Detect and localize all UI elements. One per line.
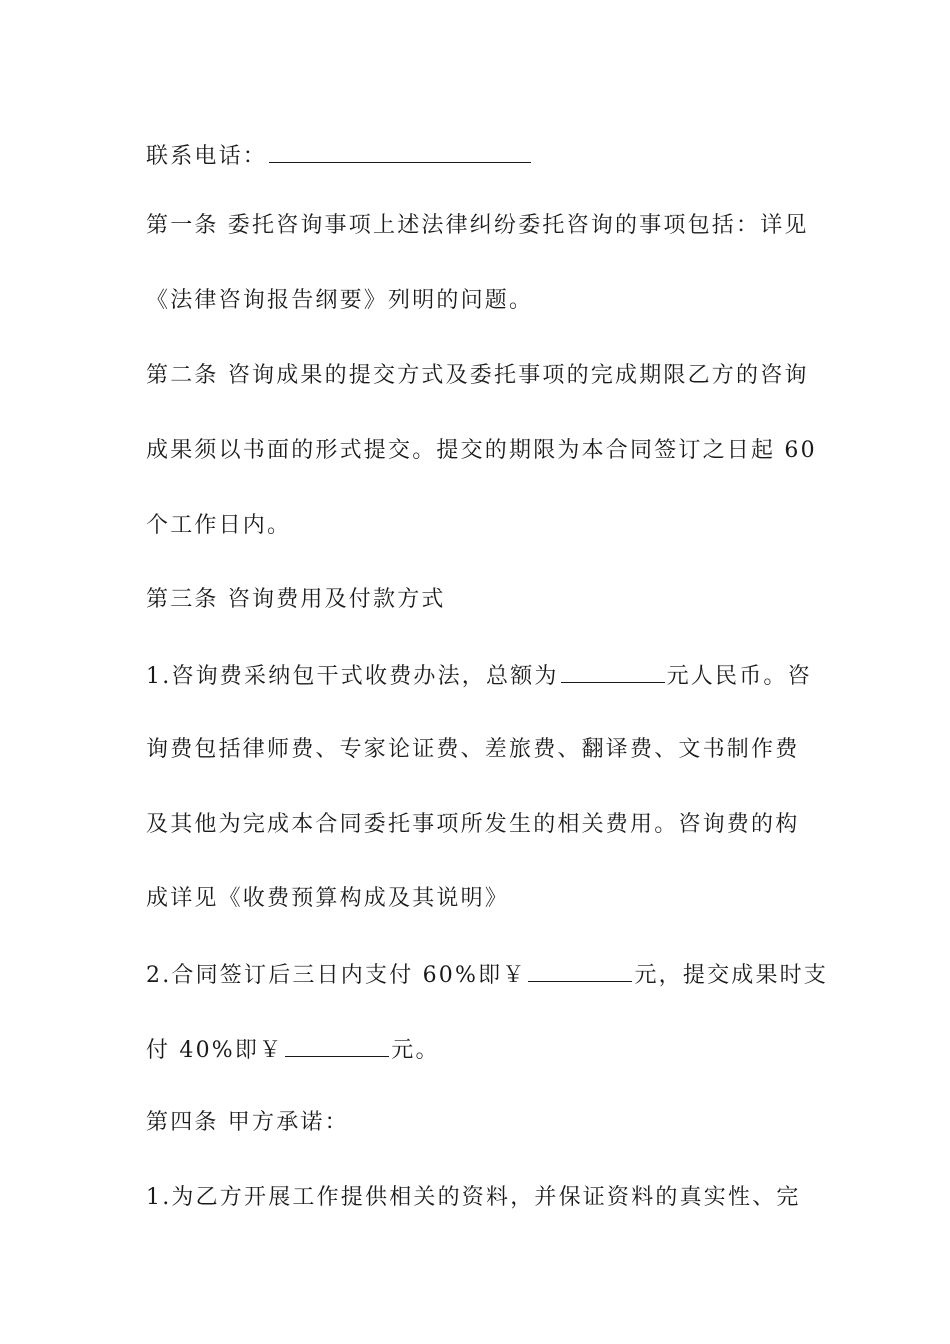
- item2-line1-end: 元，提交成果时支: [634, 963, 829, 988]
- item1-line1: [146, 660, 810, 692]
- item1-line1-start: 1.咨询费采纳包干式收费办法，总额为: [146, 664, 559, 689]
- article1-line1: 第一条 委托咨询事项上述法律纠纷委托咨询的事项包括：详见: [146, 213, 809, 238]
- total-amount-blank: [561, 660, 665, 683]
- item1-line3: 及其他为完成本合同委托事项所发生的相关费用。咨询费的构: [146, 812, 800, 837]
- article2-line2: 成果须以书面的形式提交。提交的期限为本合同签订之日起 60: [146, 438, 817, 463]
- item2-line1-start: 2.合同签订后三日内支付 60%即￥: [146, 963, 527, 988]
- item1-line2: 询费包括律师费、专家论证费、差旅费、翻译费、文书制作费: [146, 737, 800, 762]
- contact-label: 联系电话：: [146, 144, 268, 169]
- contact-line: [146, 140, 810, 172]
- article4-title: 第四条 甲方承诺：: [146, 1110, 349, 1135]
- item2-line2-start: 付 40%即￥: [146, 1038, 284, 1063]
- article3-title: 第三条 咨询费用及付款方式: [146, 587, 446, 612]
- article2-line3: 个工作日内。: [146, 513, 292, 538]
- contact-phone-blank: [269, 140, 531, 163]
- item2-line1: [146, 959, 829, 991]
- article2-line1: 第二条 咨询成果的提交方式及委托事项的完成期限乙方的咨询: [146, 363, 809, 388]
- second-payment-blank: [285, 1034, 389, 1057]
- item2-line2: [146, 1034, 810, 1066]
- first-payment-blank: [528, 959, 632, 982]
- item2-line2-end: 元。: [391, 1038, 440, 1063]
- item1-line4: 成详见《收费预算构成及其说明》: [146, 886, 510, 911]
- item1-line1-end: 元人民币。咨: [666, 664, 812, 689]
- article1-line2: 《法律咨询报告纲要》列明的问题。: [146, 288, 534, 313]
- article4-item1-line1: 1.为乙方开展工作提供相关的资料，并保证资料的真实性、完: [146, 1185, 801, 1210]
